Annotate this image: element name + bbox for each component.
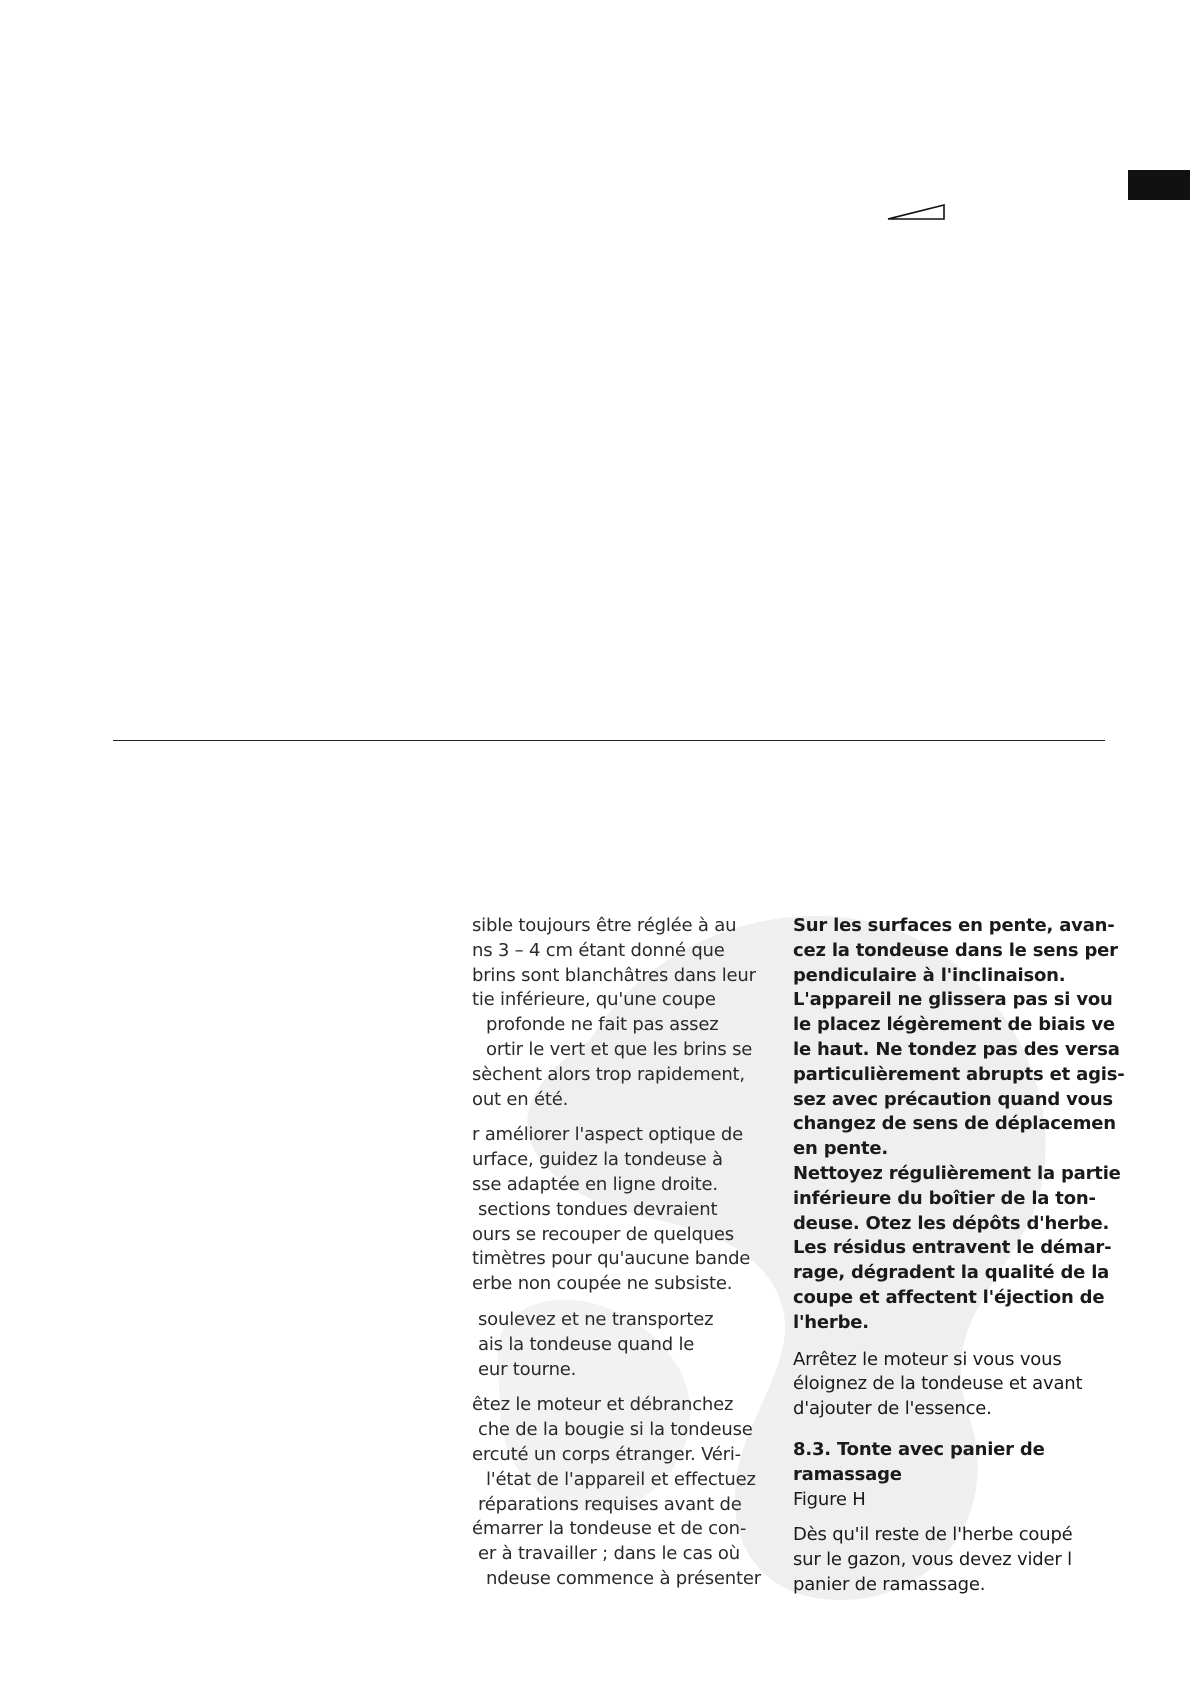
paragraph-straight-lines — [472, 1123, 772, 1297]
text-line: panier de ramassage. — [793, 1573, 986, 1595]
text-line: inférieure du boîtier de la ton- — [793, 1187, 1096, 1209]
text-line: sections tondues devraient — [478, 1198, 718, 1220]
text-line: ais la tondeuse quand le — [478, 1333, 695, 1355]
text-line: pendiculaire à l'inclinaison. — [793, 964, 1066, 986]
slope-wedge-icon — [886, 204, 946, 220]
heading-line: 8.3. Tonte avec panier de — [793, 1438, 1045, 1460]
section-heading — [793, 1438, 1083, 1488]
safety-warning-bold — [793, 914, 1125, 1336]
text-line: erbe non coupée ne subsiste. — [472, 1273, 733, 1295]
text-line: le haut. Ne tondez pas des versa — [793, 1038, 1120, 1060]
text-line: ndeuse commence à présenter — [486, 1567, 761, 1589]
text-line: changez de sens de déplacemen — [793, 1113, 1116, 1135]
text-line: coupe et affectent l'éjection de — [793, 1286, 1105, 1308]
text-line: particulièrement abrupts et agis- — [793, 1063, 1125, 1085]
text-line: êtez le moteur et débranchez — [472, 1394, 734, 1416]
text-line: r améliorer l'aspect optique de — [472, 1124, 743, 1146]
text-line: Dès qu'il reste de l'herbe coupé — [793, 1524, 1073, 1546]
text-line: brins sont blanchâtres dans leur — [472, 964, 756, 986]
text-line: sible toujours être réglée à au — [472, 915, 737, 936]
text-line: profonde ne fait pas assez — [486, 1014, 719, 1036]
text-line: deuse. Otez les dépôts d'herbe. — [793, 1212, 1110, 1234]
paragraph-no-lifting — [472, 1308, 772, 1382]
left-text-column — [472, 914, 772, 1604]
text-line: rage, dégradent la qualité de la — [793, 1262, 1110, 1284]
text-line: sèchent alors trop rapidement, — [472, 1063, 745, 1085]
text-line: l'herbe. — [793, 1311, 869, 1333]
text-line: er à travailler ; dans le cas où — [478, 1543, 740, 1565]
heading-line: ramassage — [793, 1463, 902, 1485]
text-line: che de la bougie si la tondeuse — [478, 1419, 753, 1441]
text-line: sur le gazon, vous devez vider l — [793, 1549, 1072, 1571]
paragraph-stop-engine — [793, 1348, 1083, 1422]
text-line: out en été. — [472, 1088, 569, 1110]
text-line: ortir le vert et que les brins se — [486, 1038, 753, 1060]
text-line: Nettoyez régulièrement la partie — [793, 1162, 1121, 1184]
text-line: soulevez et ne transportez — [478, 1308, 714, 1330]
text-line: ours se recouper de quelques — [472, 1223, 734, 1245]
text-line: sez avec précaution quand vous — [793, 1088, 1113, 1110]
language-tab-marker — [1128, 170, 1190, 200]
horizontal-divider — [113, 740, 1105, 741]
text-line: eur tourne. — [478, 1358, 577, 1380]
text-line: timètres pour qu'aucune bande — [472, 1248, 751, 1270]
text-line: en pente. — [793, 1138, 889, 1160]
text-line: ercuté un corps étranger. Véri- — [472, 1443, 741, 1465]
text-line: éloignez de la tondeuse et avant — [793, 1373, 1083, 1395]
text-line: tie inférieure, qu'une coupe — [472, 989, 716, 1011]
paragraph-foreign-object — [472, 1393, 772, 1591]
text-line: ns 3 – 4 cm étant donné que — [472, 939, 725, 961]
text-line: l'état de l'appareil et effectuez — [486, 1468, 756, 1490]
paragraph-cutting-height — [472, 914, 772, 1112]
text-line: L'appareil ne glissera pas si vou — [793, 989, 1113, 1011]
text-line: réparations requises avant de — [478, 1493, 742, 1515]
text-line: Les résidus entravent le démar- — [793, 1237, 1112, 1259]
text-line: le placez légèrement de biais ve — [793, 1014, 1115, 1036]
right-text-column — [793, 914, 1125, 1614]
text-line: sse adaptée en ligne droite. — [472, 1173, 718, 1195]
paragraph-empty-basket — [793, 1523, 1083, 1597]
text-line: Arrêtez le moteur si vous vous — [793, 1348, 1062, 1370]
figure-ref-text: Figure H — [793, 1488, 866, 1510]
text-line: émarrer la tondeuse et de con- — [472, 1518, 747, 1540]
text-line: Sur les surfaces en pente, avan- — [793, 915, 1115, 936]
text-line: d'ajouter de l'essence. — [793, 1398, 992, 1420]
figure-reference — [793, 1488, 1083, 1513]
text-line: cez la tondeuse dans le sens per — [793, 939, 1118, 961]
text-line: urface, guidez la tondeuse à — [472, 1149, 723, 1171]
